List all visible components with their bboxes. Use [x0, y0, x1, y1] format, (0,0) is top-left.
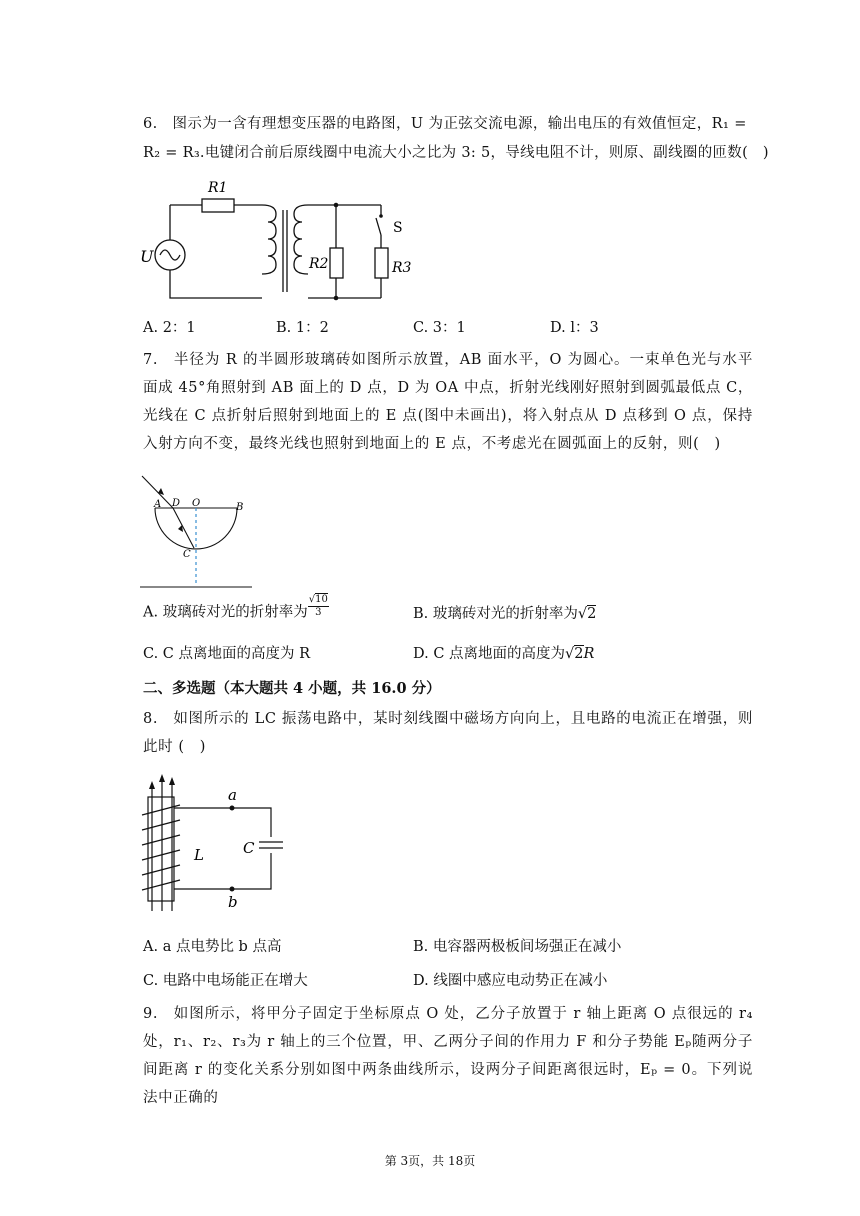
q7-option-a-prefix: A. 玻璃砖对光的折射率为 — [143, 604, 308, 621]
q6-option-b: B. 1：2 — [276, 320, 329, 336]
label-u: U — [140, 247, 154, 266]
q6-option-c: C. 3：1 — [413, 320, 466, 336]
q9-text: 9. 如图所示，将甲分子固定于坐标原点 O 处，乙分子放置于 r 轴上距离 O 点很远的 r₄处，r₁、r₂、r₃为 r 轴上的三个位置，甲、乙两分子间的作用力 F 和分子势能 Eₚ随两分子间距离 r 的变化关系分别如图中两条曲线所示，设两分子间距离很远时，Eₚ = 0。下列说法中正确的 — [143, 1006, 753, 1106]
q7-option-a-fraction: $\frac{√10}{3}$ — [308, 594, 328, 618]
label-a: A — [154, 499, 162, 510]
q6-option-a: A. 2：1 — [143, 320, 196, 336]
label-l: L — [194, 846, 204, 864]
transformer-circuit-figure — [140, 180, 410, 290]
q7-option-b-prefix: B. 玻璃砖对光的折射率为 — [413, 606, 578, 622]
q7-option-b-rad: 2 — [587, 606, 597, 622]
q7-option-a-num: 10 — [315, 594, 328, 605]
q7-option-d-rad: 2 — [574, 646, 584, 662]
q7-option-b: B. 玻璃砖对光的折射率为√2 — [413, 606, 597, 622]
label-r2: R2 — [309, 256, 329, 272]
q7-option-a-den: 3 — [315, 607, 322, 618]
section-title: 二、多选题（本大题共 4 小题，共 16.0 分） — [143, 680, 441, 697]
label-b: b — [228, 893, 238, 911]
label-o: O — [192, 498, 201, 509]
q7-text: 7. 半径为 R 的半圆形玻璃砖如图所示放置，AB 面水平，O 为圆心。一束单色光与水平面成 45°角照射到 AB 面上的 D 点，D 为 OA 中点，折射光线刚好照射到圆弧最低点 C，光线在 C 点折射后照射到地面上的 E 点(图中未画出)，将入射点从 D 点移到 O 点，保持入射方向不变，最终光线也照射到地面上的 E 点，不考虑光在圆弧面上的反射，则( ) — [143, 352, 753, 452]
label-c: C — [183, 549, 191, 560]
label-c: C — [243, 839, 255, 857]
q7-option-d: D. C 点离地面的高度为√2R — [413, 646, 595, 662]
label-r1: R1 — [208, 180, 228, 196]
q7-option-a — [143, 594, 329, 630]
q8-text: 8. 如图所示的 LC 振荡电路中，某时刻线圈中磁场方向向上，且电路的电流正在增强，则此时 ( ) — [143, 711, 753, 755]
label-a: a — [228, 786, 237, 804]
q6-line2: R₂ = R₃.电键闭合前后原线圈中电流大小之比为 3: 5，导线电阻不计，则原、副线圈的匝数( ) — [143, 145, 769, 161]
q6-line1: 6. 图示为一含有理想变压器的电路图，U 为正弦交流电源，输出电压的有效值恒定，R₁ = — [143, 116, 747, 132]
q7-option-c: C. C 点离地面的高度为 R — [143, 646, 311, 662]
q7-option-d-suffix: R — [583, 646, 595, 662]
q8-option-b: B. 电容器两极板间场强正在减小 — [413, 939, 622, 955]
q7-option-d-prefix: D. C 点离地面的高度为 — [413, 646, 566, 662]
label-r3: R3 — [392, 260, 412, 276]
q6-option-d: D. l：3 — [550, 320, 599, 336]
page-footer: 第 3页，共 18页 — [384, 1154, 476, 1168]
lc-circuit-figure — [140, 775, 290, 915]
q8-option-a: A. a 点电势比 b 点高 — [143, 939, 282, 955]
q8-option-d: D. 线圈中感应电动势正在减小 — [413, 973, 608, 989]
label-s: S — [393, 220, 403, 236]
label-b: B — [236, 502, 244, 513]
glass-semicircle-figure — [140, 473, 260, 588]
label-d: D — [172, 498, 181, 509]
q8-option-c: C. 电路中电场能正在增大 — [143, 973, 308, 989]
